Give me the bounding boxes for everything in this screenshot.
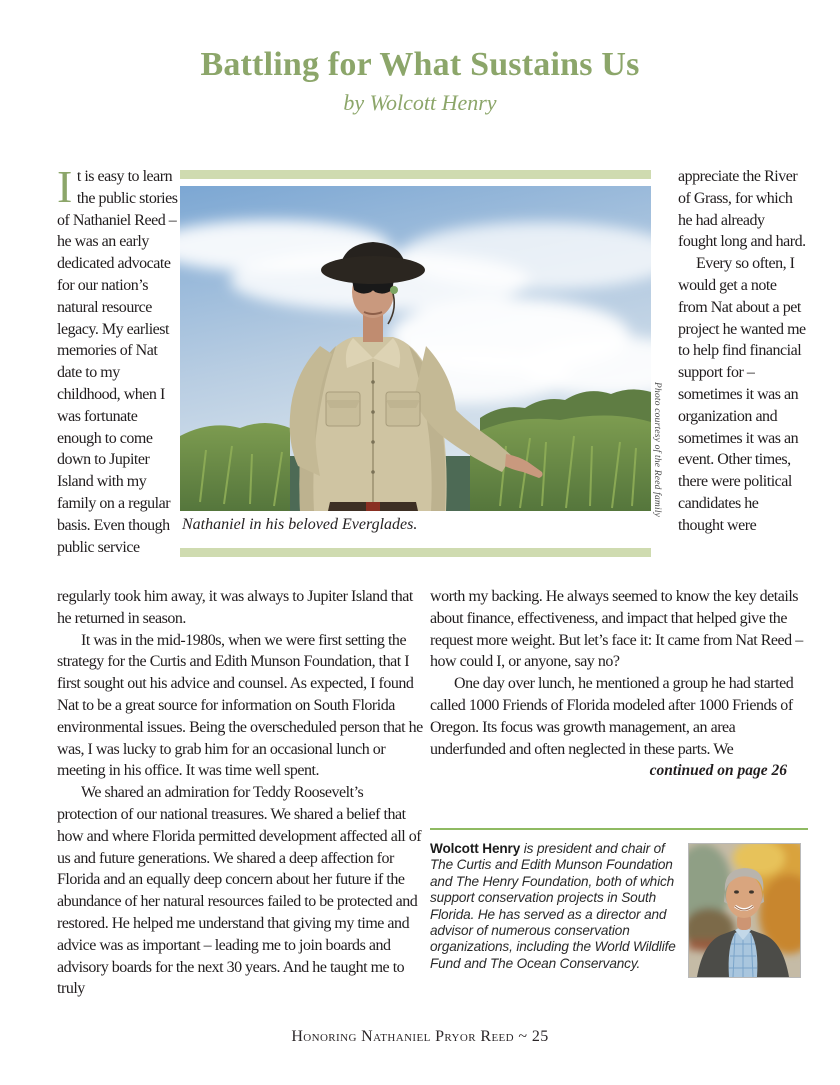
article-paragraph: It was in the mid-1980s, when we were first setting the strategy for the Curtis and Edith Munson Foundation, that I first sought out his advice and counsel. As expected, I found Nat to be a great source for information on South Florida environmental issues. Being the overscheduled person that he was, I was lucky to grab him for an occasional lunch or meeting in his office. It was time well spent. bbox=[57, 631, 423, 780]
photo-top-divider bbox=[180, 170, 651, 179]
bio-author-name: Wolcott Henry bbox=[430, 841, 521, 856]
article-paragraph: We shared an admiration for Teddy Roosevelt’s protection of our national treasures. We shared a belief that how and where Florida permitted development affected all of us and future generations. We shared a deep affection for Florida and an equally deep concern about her future if the abundance of her natural resources failed to be protected and restored. He helped me understand that giving my time and advice was as important – leading me to join boards and advisory boards for the next 30 years. And he taught me to truly bbox=[57, 784, 422, 998]
article-paragraph: appreciate the River of Grass, for which he had already fought long and hard. bbox=[678, 168, 806, 251]
byline: by Wolcott Henry bbox=[343, 90, 497, 115]
page-title: Battling for What Sustains Us bbox=[200, 46, 640, 83]
article-paragraph: Every so often, I would get a note from Nat about a pet project he wanted me to help find financial support for – sometimes it was an organization and sometimes it was an event. Other times, there were political candidates he thought were bbox=[678, 255, 806, 534]
continued-note: continued on page 26 bbox=[649, 762, 787, 779]
column-left-bottom bbox=[57, 586, 425, 1000]
column-right-bottom bbox=[430, 586, 808, 760]
column-right-top bbox=[678, 166, 806, 537]
everglades-photo bbox=[180, 186, 651, 511]
bio-text bbox=[430, 841, 682, 972]
photo-bottom-divider bbox=[180, 548, 651, 557]
author-photo-illustration bbox=[689, 844, 800, 977]
photo-credit: Photo courtesy of the Reed family bbox=[652, 382, 662, 518]
intro-paragraph bbox=[57, 161, 181, 558]
bio-divider bbox=[430, 828, 808, 830]
article-paragraph: One day over lunch, he mentioned a group he had started called 1000 Friends of Florida modeled after 1000 Friends of Oregon. Its focus was growth management, an area underfunded and often neglected in these parts. We bbox=[430, 675, 794, 758]
page-footer: Honoring Nathaniel Pryor Reed ~ 25 bbox=[291, 1028, 549, 1045]
author-photo bbox=[688, 843, 801, 978]
column-left-top bbox=[57, 161, 181, 558]
article-paragraph: regularly took him away, it was always to Jupiter Island that he returned in season. bbox=[57, 588, 413, 627]
drop-cap: I bbox=[57, 161, 72, 212]
article-paragraph: worth my backing. He always seemed to know the key details about finance, effectiveness, and impact that helped give the request more weight. But let’s face it: It came from Nat Reed – how could I, or anyone, say no? bbox=[430, 588, 803, 671]
everglades-photo-illustration bbox=[180, 186, 651, 511]
photo-caption: Nathaniel in his beloved Everglades. bbox=[182, 516, 418, 533]
intro-text: t is easy to learn the public stories of Nathaniel Reed – he was an early dedicated advocate for our nation’s natural resource legacy. My earliest memories of Nat date to my childhood, when I was fortunate enough to come down to Jupiter Island with my family on a regular basis. Even though public service bbox=[57, 168, 178, 556]
bio-description: is president and chair of The Curtis and Edith Munson Foundation and The Henry Foundation, both of which support conservation projects in South Florida. He has served as a director and advisor of numerous conservation organizations, including the World Wildlife Fund and The Ocean Conservancy. bbox=[430, 841, 676, 971]
